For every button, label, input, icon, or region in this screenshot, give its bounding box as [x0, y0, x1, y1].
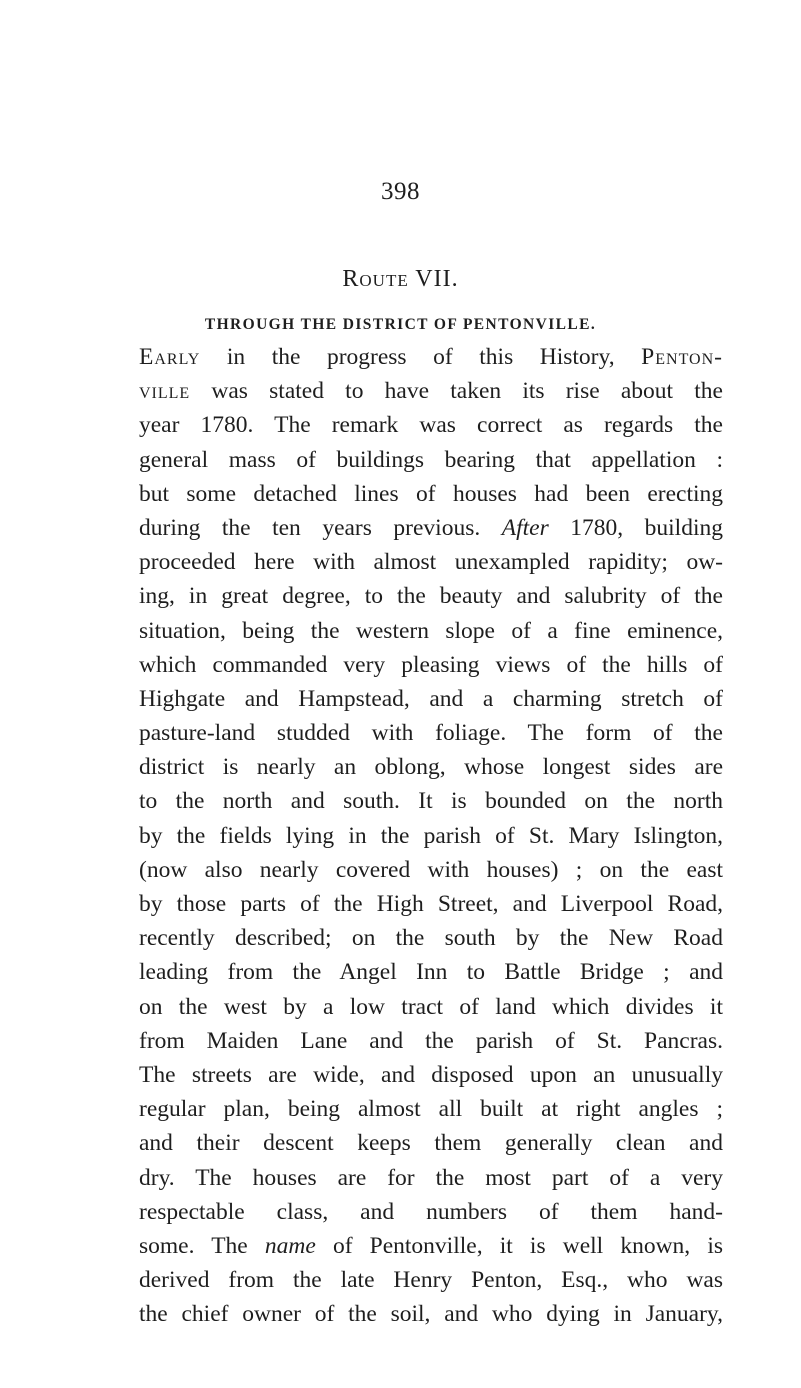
text-line: [139, 443, 723, 477]
text-segment: the chief owner of the soil, and who dying in January,: [139, 1301, 723, 1328]
text-segment: leading from the Angel Inn to Battle Bridge ; and: [139, 959, 723, 986]
text-line: [139, 579, 723, 613]
text-line: [139, 408, 723, 442]
small-caps-text: ville: [139, 378, 191, 405]
text-segment: derived from the late Henry Penton, Esq., who was: [139, 1267, 723, 1294]
text-line: [139, 545, 723, 579]
text-segment: respectable class, and numbers of them hand-: [139, 1198, 723, 1225]
text-line: [139, 819, 723, 853]
text-segment: 1780, building: [548, 514, 723, 541]
text-line: [139, 614, 723, 648]
text-segment: during the ten years previous.: [139, 514, 502, 541]
body-paragraph: [139, 340, 723, 1331]
text-line: [139, 1195, 723, 1229]
text-segment: district is nearly an oblong, whose longest sides are: [139, 754, 723, 781]
text-line: [139, 1161, 723, 1195]
section-subheading: THROUGH THE DISTRICT OF PENTONVILLE.: [204, 316, 597, 333]
text-segment: situation, being the western slope of a fine eminence,: [139, 617, 723, 644]
text-line: [139, 853, 723, 887]
text-segment: which commanded very pleasing views of the hills of: [139, 651, 723, 678]
text-segment: but some detached lines of houses had been erecting: [139, 480, 723, 507]
text-segment: and their descent keeps them generally clean and: [139, 1130, 723, 1157]
text-line: [139, 990, 723, 1024]
text-line: [139, 477, 723, 511]
text-line: [139, 511, 723, 545]
text-segment: Highgate and Hampstead, and a charming stretch of: [139, 685, 723, 712]
text-segment: from Maiden Lane and the parish of St. Pancras.: [139, 1027, 723, 1054]
text-segment: to the north and south. It is bounded on the north: [139, 788, 723, 815]
text-line: [139, 955, 723, 989]
text-line: [139, 340, 723, 374]
text-line: [139, 648, 723, 682]
text-line: [139, 921, 723, 955]
text-line: [139, 1058, 723, 1092]
text-segment: (now also nearly covered with houses) ; on the east: [139, 856, 723, 883]
text-segment: in the progress of this History,: [200, 344, 642, 370]
small-caps-text: Penton-: [641, 344, 723, 370]
text-line: [139, 1229, 723, 1263]
text-line: [139, 682, 723, 716]
text-line: [139, 374, 723, 408]
text-line: [139, 750, 723, 784]
page-number: 398: [381, 178, 420, 205]
text-line: [139, 1092, 723, 1126]
text-segment: regular plan, being almost all built at right angles ;: [139, 1096, 723, 1123]
text-line: [139, 1263, 723, 1297]
text-segment: year 1780. The remark was correct as regards the: [139, 412, 723, 439]
text-line: [139, 784, 723, 818]
text-line: [139, 716, 723, 750]
small-caps-text: Early: [139, 344, 201, 370]
italic-text: After: [501, 514, 549, 541]
text-line: [139, 887, 723, 921]
text-segment: by the fields lying in the parish of St. Mary Islington,: [139, 822, 723, 849]
text-segment: was stated to have taken its rise about the: [190, 378, 723, 405]
text-segment: of Pentonville, it is well known, is: [315, 1232, 724, 1259]
text-segment: on the west by a low tract of land which divides it: [139, 993, 723, 1020]
italic-text: name: [264, 1232, 316, 1259]
text-segment: by those parts of the High Street, and Liverpool Road,: [139, 891, 723, 917]
text-line: [139, 1126, 723, 1160]
text-line: [139, 1297, 723, 1331]
text-segment: dry. The houses are for the most part of a very: [139, 1164, 723, 1191]
text-line: [139, 1024, 723, 1058]
text-segment: proceeded here with almost unexampled rapidity; ow-: [139, 549, 723, 576]
text-segment: some. The: [139, 1232, 265, 1259]
section-heading: Route VII.: [342, 266, 459, 292]
text-segment: pasture-land studded with foliage. The form of the: [139, 720, 723, 747]
text-segment: recently described; on the south by the New Road: [139, 925, 723, 952]
text-segment: general mass of buildings bearing that appellation :: [139, 446, 723, 473]
text-segment: The streets are wide, and disposed upon an unusually: [139, 1061, 723, 1088]
text-segment: ing, in great degree, to the beauty and salubrity of the: [139, 583, 723, 610]
